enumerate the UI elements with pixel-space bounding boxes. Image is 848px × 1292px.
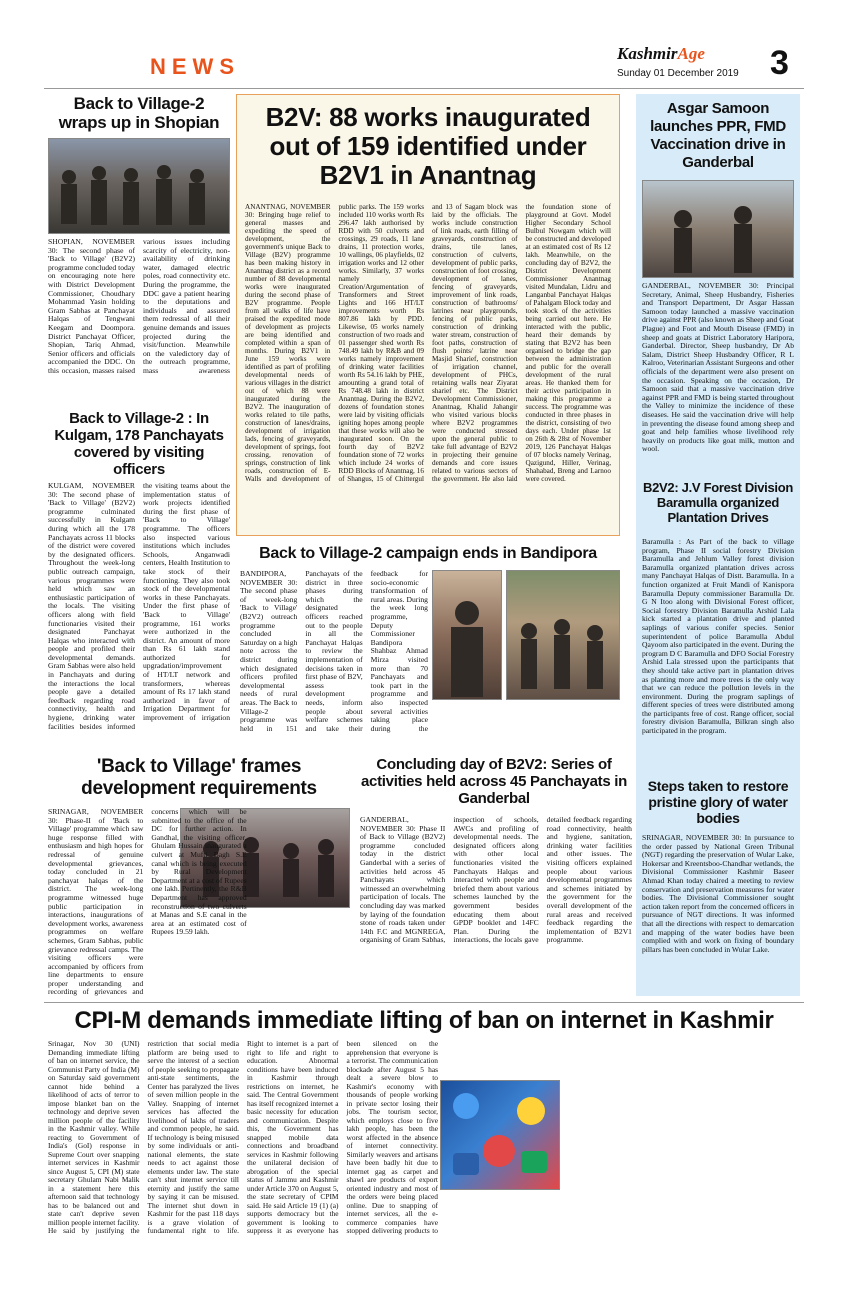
shopian-photo <box>48 138 230 234</box>
masthead <box>617 44 747 66</box>
srinagar-headline: 'Back to Village' frames development requirements <box>81 756 317 799</box>
bandipora-body: BANDIPORA, NOVEMBER 30: The second phase of week-long 'Back to Village' (B2V2) outreach programme concluded Saturday on a high note across the district during which designated officers profiled developmental needs of rural areas. The Back to Village-2 programme was held in 151 Panchayats of the district in three phases during which the designated officers reached out to the people in all the Panchayat Halqas to review the implementation of decisions taken in first phase of B2V, assess development needs, inform people about welfare schemes and take their feedback for socio-economic transformation of rural areas. During the week long programme, Deputy Commissioner Bandipora Shahbaz Ahmad Mirza visited more than 70 Panchayats and took part in the programme and also inspected several activities taking place during the <box>240 570 428 733</box>
ganderbal-b2v2-headline: Concluding day of B2V2: Series of activities held across 45 Panchayats in Ganderbal <box>361 756 627 807</box>
section-label: NEWS <box>150 54 240 79</box>
social-media-icons <box>441 1081 559 1189</box>
cpim-headline: CPI-M demands immediate lifting of ban on internet in Kashmir <box>74 1007 774 1034</box>
anantnag-headline: B2V: 88 works inaugurated out of 159 identified under B2V1 in Anantnag <box>265 102 591 190</box>
shopian-people-icon <box>49 139 229 233</box>
bandipora-photo-right <box>506 570 620 700</box>
page-number: 3 <box>770 44 789 82</box>
bandipora-headline: Back to Village-2 campaign ends in Bandipora <box>259 545 597 562</box>
anantnag-body: ANANTNAG, NOVEMBER 30: Bringing huge relief to general masses and expediting the speed of development, the government's unique Back to Village (B2V) programme has been making history in Anantnag district as a record number of 88 developmental works were inaugurated during the second phase of B2V programme. People from all walks of life have praised the expedited mode of development as projects are being identified and completed within a span of months. During B2V1 in June 159 works were identified as part of profiling developmental needs of various villages in the district out of which 88 were inaugurated during the B2V2. The inauguration of works related to tile paths, construction of lanes/drains, development of irrigation lads, fencing of graveyards, development of springs, foot crossing, renovation of springs, construction of link roads, construction of E-Walls and development of public parks. The 159 works included 110 works worth Rs 296.47 lakh authorised by RDD with 50 culverts and crossings, 29 roads, 11 lane drains, 11 protection works, 10 wallings, 06 playfields, 02 irrigation works and 12 other works. Similarly, 37 works namely Creation/Argumentation of Transformers and Street Lights and 166 HT/LT improvements worth Rs 807.86 lakh by PDD. Likewise, 05 works namely construction of two roads and 01 passenger shed worth Rs 748.49 lakh by R&B and 09 works namely improvement of drinking water facilities worth Rs 54.16 lakh by PHE, amounting a grand total of Rs 748.48 lakh in district Anantnag. During the B2V2, dozens of foundation stones were laid by visiting officials igniting hopes among people that these works will also be inaugurated soon. On the fourth day of B2V2 foundation stone of 72 works which include 24 works of RDD Blocks of Anantnag, 16 of Shangus, 15 of Chittergul and 13 of Sagam block was laid by the officials. The works include construction of link roads, earth filling of graveyards, construction of drains, tile lanes, construction of culverts, development of public parks, construction of foot crossing, development of lanes, fencing of graveyards, improvement of link roads, construction of bathrooms/ latrines near playgrounds, fencing of public parks, construction of drinking water stream, construction of foot paths, construction of flush points/ latrine near Masjid Sharief, construction of irrigation channel, development of PHCs, retaining walls near Ziyarat sharief etc. The District Development Commissioner, Anantnag, Khalid Jahangir who visited various blocks where B2V2 programmes were conducted stressed upon the general public to take full advantage of B2V2 in projecting their genuine demands and core issues related to various sectors of the government. He also laid the foundation stone of playground at Govt. Model Higher Secondary School Bulbul Nowgam which will be constructed and developed at an estimated cost of Rs 12 lakh. Meanwhile, on the concluding day of B2V2, the District Development Commissioner Anantnag visited Mundalan, Lidru and Langanbal Panchayat Halqas of Pahalgam Block today and took stock of the activities being carried out here. He interacted with the public, heard their demands by stating that B2V2 has been organised to bridge the gap between the administration and public for the overall development of the rural areas. He thanked them for their active participation in making this programme a success. The programme was conducted in three phases in the district, consisting of two days each. Under phase 1st on 26th & 28st of November 2019, 126 Panchayat Halqas of 07 blocks namely Verinag, Qazigund, Hiller, Verinag, Shahabad, Breng and Larnoo were covered. <box>245 203 611 483</box>
cpim-body-right <box>564 1040 800 1240</box>
ppr-vaccination-icon <box>643 181 793 277</box>
ppr-headline: Asgar Samoon launches PPR, FMD Vaccination drive in Ganderbal <box>650 100 786 171</box>
ppr-photo <box>642 180 794 278</box>
srinagar-body: SRINAGAR, NOVEMBER 30: Phase-II of 'Back to Village' programme which saw huge response filled with enthusiasm and high hopes for redressal of genuine developmental grievances, today concluded in 21 panchayat halqas of the district. The week-long programme witnessed huge public participation in interactions, inaugurations of development works, awareness programmes on welfare schemes, Gram Sabhas, public grievance redressal camps. The visiting officers were accompanied by officers from line departments to ensure proper understanding and recording of grievances and concerns which will be submitted to the office of the DC for further action. In Gandhal, the visiting officer, Ghulam Hussain inaugurated a culvert at Mufti Bagh S.E canal which is being executed by Rural Development Department at a cost of Rupees one lakh. Pertinently, the R&B Department has approved reconstruction of two culverts at Manas and S.E canal in the area at an estimated cost of Rupees 19.59 lakh. <box>48 808 247 997</box>
bandipora-officer-icon <box>433 571 501 699</box>
anantnag-box <box>236 94 620 536</box>
issue-date: Sunday 01 December 2019 <box>617 68 739 79</box>
shopian-body: SHOPIAN, NOVEMBER 30: The second phase of 'Back to Village' (B2V2) programme concluded today on encouraging note here with District Development Commissioner, Choudhary Mohammad Yasin holding Gram Sabhas at Panchayat Halqas of Tengwani Keegam and Doompora. District Panchayat Officer, Shopian, Tariq Ahmad, Senior officers and officials accompanied the DDC. On this occasion, masses raised various issues including scarcity of electricity, non-availability of drinking water, damaged electric poles, road connectivity etc. During the programme, the DDC gave a patient hearing to the deputations and individuals and assured them redressal of all their genuine demands and issues projected during the visit/function. Meanwhile on the valedictory day of the outreach programme, mass awareness <box>48 238 230 375</box>
divider-rule <box>44 1002 804 1003</box>
wular-body: SRINAGAR, NOVEMBER 30: In pursuance to the order passed by National Green Tribunal (NGT) regarding the preservation of Wular Lake, Hokersar and Kreentsboo-Chandhar wetlands, the Divisional Commissioner Kashmir Baseer Ahmad Khan today chaired a meeting to review conservation and preservation measures for water bodies. The Divisional Commissioner sought action taken report from the concerned officers in pursuance of NGT directions. It was informed that all the directions with respect to demarcation and mapping of the water bodies have been complied with and work on fixing of boundary pillars has been concluded in Wular Lake. <box>642 834 794 954</box>
bandipora-photo-left <box>432 570 502 700</box>
baramulla-body: Baramulla : As Part of the back to village program, Phase II social forestry Division Baramulla and Jehlum Valley forest division Baramulla organized plantation drives across many Panchayat Halqas of Distt. Baramulla. In a function organized at Fruit Mandi of Kanispora Baramulla Deputy commissioner Baramulla Dr. G N Itoo along with Divisional Forest officer, Social forestry Division Baramulla Arshid Lala kick started a plantation drive and planted saplings of various conifer species. Senior superintendent of police Baramulla Abdul Qayoom also participated in the event. During the program D C Baramulla and DFO Social Forestry Arshid Lala stressed upon the participants that they should take active part in plantation drives as planting more and more trees is the only way that we can reduce the pollution levels in the environment. During the program saplings of different species of trees were distributed among the participants free of cost. Range officer, social forestry division Baramulla, Bilkran singh also participated in the program. <box>642 538 794 736</box>
masthead-kashmir: Kashmir <box>617 44 678 63</box>
ppr-body: GANDERBAL, NOVEMBER 30: Principal Secretary, Animal, Sheep Husbandry, Fisheries and Transport Department, Dr Asgar Hassan Samoon today launched a massive vaccination drive against PPR (also known as Sheep and Goat Plague) and Foot and Mouth Disease (FMD) in sheep and goats at District Laboratory Haripora, Ganderbal. Director, Sheep husbandry, Dr Ab Salam, District Sheep Husbandry Officer, R L Kalroo, Veterinarian Assistant Surgeons and other officials of the department were also present on the occasion. Speaking on the occasion, Dr Samoon said that a massive vaccination drive against PPR and FMD is being started throughout the Valley to minimize the incidence of these diseases. He said the vaccination drive will help in preventing the disease found among sheep and goat and help families whose livelihood rely heavily on products like goat milk, mutton and wool. <box>642 282 794 454</box>
cpim-photo <box>440 1080 560 1190</box>
masthead-age: Age <box>677 44 705 63</box>
cpim-body-left: Srinagar, Nov 30 (UNI) Demanding immediate lifting of ban on internet service, the Communist Party of India (M) on Saturday said government cannot hide behind a likelihood of acts of terror to impose blanket ban on the technology and deprive seven million people of the facility in the Kashmir valley. While reacting to Government of India's (GoI) response in Supreme Court over snapping internet services in Kashmir since August 5, CPI (M) state secretary Ghulam Nabi Malik in a statement here this afternoon said that technology has to be balanced out and state can't deprive seven million people internet facility. He said by justifying the restriction that social media platform are being used to serve the interest of a section of people seeking to propagate anti-state sentiments, the Center has paralyzed the lives of seven million people in the Valley. Snapping of internet services has affected the livelihood of lakhs of traders and common people, he said. If technology is being misused by some individuals or anti-national elements, the state needs to act against those elements under law. The state can't shut internet service till eternity and justify the same by saying it can be misused. The internet shut down in Kashmir for the past 118 days is a grave violation of fundamental right to life. Right to internet is a part of right to life and right to education. Abnormal conditions have been induced in Kashmir through restrictions on internet, he said. The Central Government has itself recognized internet a basic necessity for education and communication. Despite this, the Government has snapped mobile data connections and broadband services in Kashmir following the unilateral decision of abrogation of the special status of Jammu and Kashmir under Article 370 on August 5, the state secretary of CPIM said. He said Article 19 (1) (a) supports democracy but the government is looking to suppress it as everyone has been silenced on the apprehension that everyone is a terrorist. The communication blockade after August 5 has dealt a severe blow to Kashmir's economy with thousands of people working in private sector losing their jobs. The tourism sector, which employs close to five lakh people, has been the worst affected in the absence of internet connectivity. Similarly weavers and artisans have been badly hit due to internet gag as carpet and shawl are products of export oriented industry and most of the orders were being placed online. Due to snapping of internet services, all the e-commerce companies have stopped delivering products to <box>48 1040 438 1235</box>
header-rule <box>44 88 804 89</box>
shopian-headline: Back to Village-2 wraps up in Shopian <box>58 94 220 132</box>
wular-headline: Steps taken to restore pristine glory of water bodies <box>647 778 789 826</box>
kulgam-body: KULGAM, NOVEMBER 30: The second phase of 'Back to Village' (B2V2) programme culminated successfully in Kulgam during which all the 178 Panchayats across 11 blocks of the district were covered by the designated officers. Throughout the week-long public outreach campaign, various programmes were held which saw an enthusiastic participation of the locals. The visiting officers along with field functionaries visited their designated Panchayat Halqas who interacted with people and profiled their developmental demands. Gram Sabhas were also held in Panchayats and during the interactions the local people gave a detailed feedback regarding road connectivity, health and hygiene, drinking water facilities besides informed the visiting teams about the implementation status of work projects identified during the first phase of 'Back to Village' programme. The officers also inspected various institutions which includes Schools, Anganwadi centers, Health Institution to take stock of their functioning. They also took stock of the developmental works in these Panchayats. Under the first phase of 'Back to Village' programme, 161 works were authorized in the district. An amount of more than Rs 61 lakh stand authorized for upgradation/improvement of HT/LT network and transformers, whereas amount of Rs 17 lakh stand authorized in favor of Irrigation Department for improvement of irrigation <box>48 482 230 731</box>
bandipora-crowd-icon <box>507 571 619 699</box>
baramulla-headline: B2V2: J.V Forest Division Baramulla organized Plantation Drives <box>643 480 793 525</box>
kulgam-headline: Back to Village-2 : In Kulgam, 178 Panchayats covered by visiting officers <box>54 410 224 478</box>
ganderbal-b2v2-body: GANDERBAL, NOVEMBER 30: Phase II of Back to Village (B2V2) programme concluded today in the district Ganderbal with a series of activities held across 45 Panchayats which witnessed an overwhelming participation of locals. The concluding day was marked by laying of the foundation stone of roads taken under 14th F.C and MGNREGA, organising of Gram Sabhas, inspection of schools, AWCs and profiling of developmental needs. The designated officers along with other local functionaries visited the Panchayats Halqas and interacted with people and briefed them about various schemes launched by the government besides educating them about GPDP booklet and 14FC Plan. During the interactions, the locals gave detailed feedback regarding road connectivity, health and hygiene, sanitation, drinking water facilities and other issues. The visiting officers explained people about various developmental programmes and schemes initiated by the government for the overall development of the rural areas and received feedback regarding the implementation of B2V1 programme. <box>360 816 632 945</box>
